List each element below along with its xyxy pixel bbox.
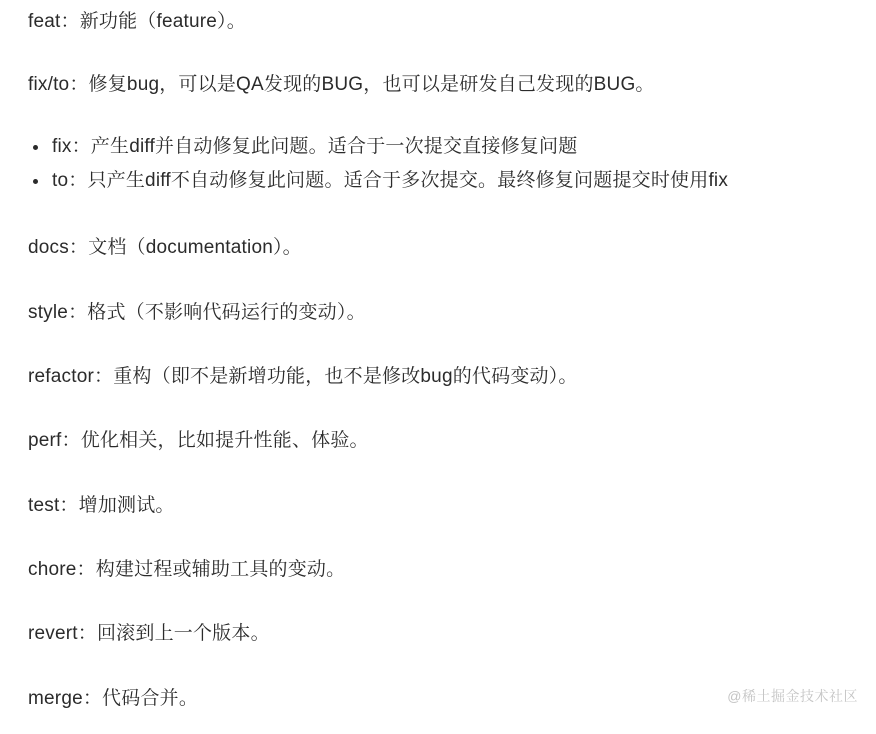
bullet-list <box>28 130 728 198</box>
list-item: to：只产生diff不自动修复此问题。适合于多次提交。最终修复问题提交时使用fix <box>28 164 728 198</box>
paragraph-perf: perf：优化相关，比如提升性能、体验。 <box>28 430 369 451</box>
paragraph-docs: docs：文档（documentation）。 <box>28 237 302 258</box>
watermark: @稀土掘金技术社区 <box>727 688 858 704</box>
paragraph-feat: feat：新功能（feature）。 <box>28 11 246 32</box>
paragraph-style: style：格式（不影响代码运行的变动）。 <box>28 302 366 323</box>
paragraph-refactor: refactor：重构（即不是新增功能，也不是修改bug的代码变动）。 <box>28 366 578 387</box>
paragraph-chore: chore：构建过程或辅助工具的变动。 <box>28 559 346 580</box>
paragraph-test: test：增加测试。 <box>28 495 175 516</box>
paragraph-fix-to: fix/to：修复bug，可以是QA发现的BUG，也可以是研发自己发现的BUG。 <box>28 74 655 95</box>
paragraph-merge: merge：代码合并。 <box>28 688 199 709</box>
list-item: fix：产生diff并自动修复此问题。适合于一次提交直接修复问题 <box>28 130 728 164</box>
paragraph-revert: revert：回滚到上一个版本。 <box>28 623 270 644</box>
